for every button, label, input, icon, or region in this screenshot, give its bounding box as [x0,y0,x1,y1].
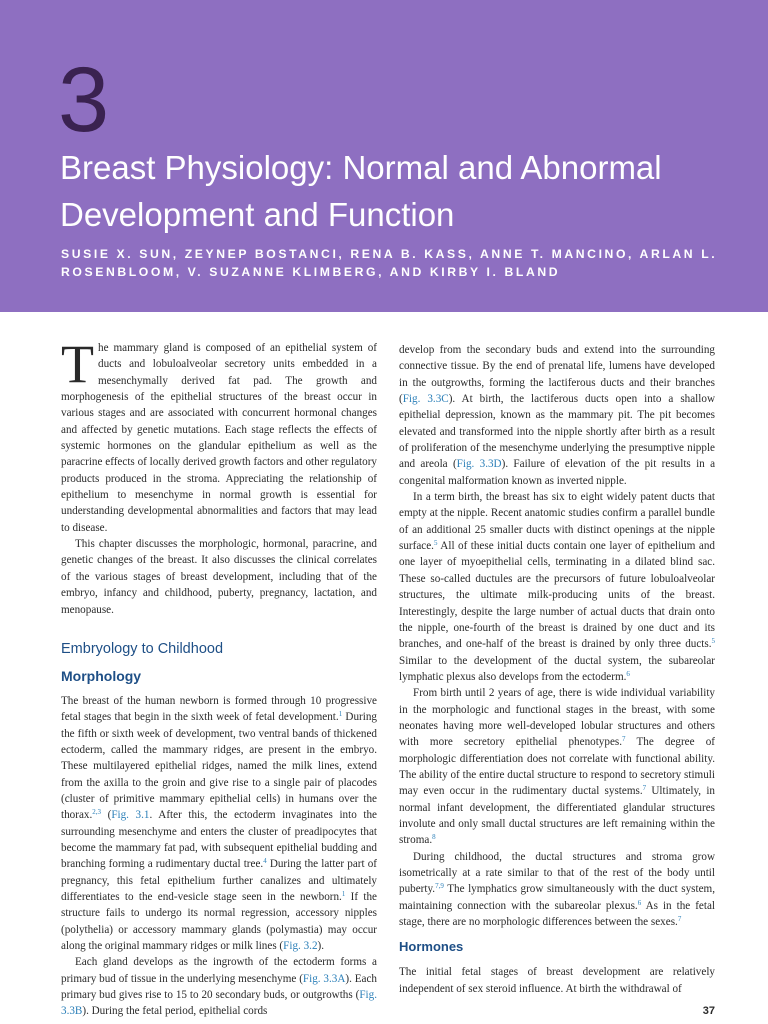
citation[interactable]: 1 [338,710,343,719]
intro-paragraph: The mammary gland is composed of an epithelial system of ducts and lobuloalveolar secretory units embedded in a mesenchymally derived fat pad. The growth and morphogenesis of the epithelial structures of the breast occur in various stages and are associated with concurrent hormonal changes and affected by genetic mutations. Each stage reflects the effects of systemic hormones on the glandular epithelium as well as the paracrine effects of locally derived growth factors and other regulatory products produced in the stroma. Appreciating the relationship of epithelium to mesenchyme in normal growth is essential for understanding developmental abnormalities and factors that may lead to disease. [61,334,377,534]
subsection-heading-morphology: Morphology [61,667,142,684]
author-list: SUSIE X. SUN, ZEYNEP BOSTANCI, RENA B. KASS, ANNE T. MANCINO, ARLAN L. ROSENBLOOM, V. SUZANNE KLIMBERG, AND KIRBY I. BLAND [61,247,718,279]
figure-link[interactable]: Fig. 3.3C [402,393,449,406]
citation[interactable]: 7 [642,784,647,793]
citation[interactable]: 7 [622,735,626,744]
citation[interactable]: 7 [677,915,682,924]
drop-cap: T [61,334,94,394]
morphology-paragraph-1: The breast of the human newborn is formed through 10 progressive fetal stages that begin in the sixth week of fetal development.$^1$ During the fifth or sixth week of development, two ventral bands of thickened ectoderm, called the mammary ridges, are present in the embryo. These multilayered epithelial ridges, named the milk lines, extend from the axilla to the groin and give rise to a single pair of placodes (cluster of primitive mammary epithelial cells) in humans over the thorax.$^{2,3}$ (Fig. 3.1. After this, the ectoderm invaginates into the surrounding mesenchyme and enters the cluster of preadipocytes that become the mammary fat pad, with subsequent epithelial budding and branching forming a rudimentary ductal tree.$^4$ During the latter part of pregnancy, this fetal epithelium further canalizes and ultimately differentiates to the end-vesicle stage seen in the newborn.$^1$ If the structure fails to undergo its normal regression, accessory nipples (polythelia) or accessory mammary glands (polymastia) may occur along the original mammary ridges or milk lines (Fig. 3.2). [61,694,377,952]
citation[interactable]: 8 [432,833,436,842]
chapter-banner [0,0,768,312]
figure-link[interactable]: Fig. 3.1 [111,809,150,822]
section-heading-hormones: Hormones [399,939,464,955]
chapter-title: Breast Physiology: Normal and Abnormal Development and Function [60,149,662,233]
citation[interactable]: 5 [711,637,715,646]
citation[interactable]: 5 [433,539,438,548]
section-heading-embryology: Embryology to Childhood [61,640,224,657]
hormones-paragraph: The initial fetal stages of breast development are relatively independent of sex steroid influence. At birth the withdrawal of [399,966,715,995]
childhood-paragraph: During childhood, the ductal structures and stroma grow isometrically at a rate similar to that of the rest of the body until puberty.$^{7,9}$ The lymphatics grow simultaneously with the duct system, maintaining connection with the subareolar plexus.$^6$ As in the fetal stage, there are no morphologic differences between the sexes.$^7$ [399,850,715,929]
ducts-development-paragraph: develop from the secondary buds and extend into the surrounding connective tissue. By the end of prenatal life, lumens have developed in the outgrowths, forming the lactiferous ducts and their branches (Fig. 3.3C). At birth, the lactiferous ducts open into a shallow epithelial depression, known as the mammary pit. The pit becomes elevated and transformed into the nipple shortly after birth as a result of proliferation of the mesenchyme underlying the presumptive nipple and areola (Fig. 3.3D). Failure of elevation of the pit results in a congenital malformation known as inverted nipple. [399,344,716,487]
page-number: 37 [702,1005,715,1017]
citation[interactable]: 1 [341,889,346,898]
left-column [61,334,378,1020]
chapter-number: 3 [58,49,108,151]
figure-link[interactable]: Fig. 3.3A [302,972,346,985]
citation[interactable]: 6 [637,898,642,907]
citation[interactable]: 2,3 [92,808,101,817]
citation[interactable]: 4 [263,857,267,866]
figure-link[interactable]: Fig. 3.3D [456,458,502,471]
morphology-paragraph-2: Each gland develops as the ingrowth of the ectoderm forms a primary bud of tissue in the underlying mesenchyme (Fig. 3.3A). Each primary bud gives rise to 15 to 20 secondary buds, or outgrowths (Fig. 3.3B). During the fetal period, epithelial cords [61,956,378,1018]
figure-link[interactable]: Fig. 3.3B [61,989,377,1018]
infancy-paragraph: From birth until 2 years of age, there is wide individual variability in the morphologic and functional stages in the breast, with some neonates having more well-developed lobular structures and others with more secretory epithelial phenotypes.$^7$ The degree of morphologic differentiation does not correlate with functional ability. The ability of the entire ductal structure to respond to secretory stimuli may even occur in the rudimentary ductal systems.$^7$ Ultimately, in normal infant development, the differentiated glandular structures involute and only small ductal structures are left remaining within the stroma.$^8$ [399,687,715,847]
term-birth-paragraph: In a term birth, the breast has six to eight widely patent ducts that empty at the nipple. Recent anatomic studies confirm a parallel bundle of an additional 25 smaller ducts with distinct openings at the nipple surface.$^5$ All of these initial ducts contain one layer of epithelium and one layer of myoepithelial cells, terminating in a dilated blind sac. These so-called ductules are the precursors of future lobuloalveolar structures, the ultimate milk-producing units of the breast. Interestingly, despite the large number of actual ducts that drain onto the nipple, one-fourth of the breast is drained by one duct and its branches, and one-half of the breast is drained by only three ducts.$^5$ Similar to the development of the ductal system, the subareolar lymphatic plexus also develops from the ectoderm.$^6$ [399,491,715,683]
right-column [399,342,715,997]
figure-link[interactable]: Fig. 3.2 [283,940,318,952]
chapter-overview-paragraph: This chapter discusses the morphologic, hormonal, paracrine, and genetic changes of the breast. It also discusses the clinical correlates of the various stages of breast development, including that of the embryo, infancy and childhood, puberty, pregnancy, lactation, and menopause. [61,538,377,616]
citation[interactable]: 6 [626,669,630,678]
citation[interactable]: 7,9 [435,882,444,891]
